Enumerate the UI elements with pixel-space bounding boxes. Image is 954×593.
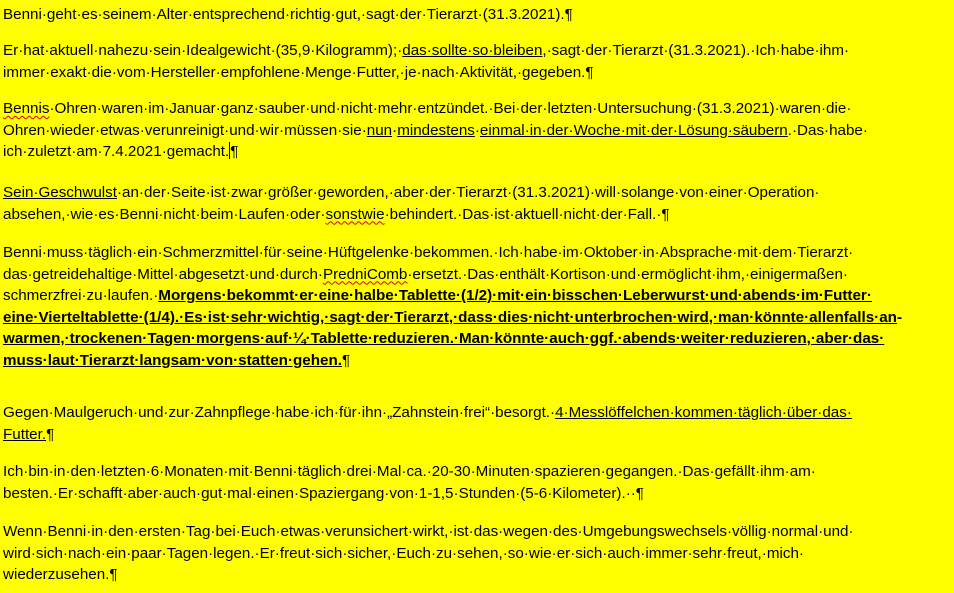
- text-run: Gegen·Maulgeruch·und·zur·Zahnpflege·habe·ich·für·ihn·„Zahnstein·frei“·besorgt.·: [3, 404, 556, 421]
- bold-underlined-text: muss·laut·Tierarzt·langsam·von·statten·gehen.: [3, 351, 342, 369]
- underlined-text: nun: [366, 121, 393, 139]
- paragraph-3[interactable]: [3, 98, 952, 163]
- paragraph-4[interactable]: [3, 182, 952, 225]
- text-run: ·: [474, 121, 480, 139]
- text-run: .·Das·habe·: [787, 121, 868, 139]
- hyphen: -: [896, 308, 903, 326]
- text-line: [3, 141, 952, 163]
- text-line: [3, 264, 952, 286]
- text-run: Er·hat·aktuell·nahezu·sein·Idealgewicht·(35,9·Kilogramm);·: [3, 42, 403, 59]
- text-line: [3, 120, 952, 142]
- text-line: besten.·Er·schafft·aber·auch·gut·mal·einen·Spaziergang·von·1-1,5·Stunden·(5-6·Kilometer).··¶: [3, 484, 644, 502]
- text-line: immer·exakt·die·vom·Hersteller·empfohlene·Menge·Futter,·je·nach·Aktivität,·gegeben.¶: [3, 63, 594, 81]
- text-run: ,·sagt·der·Tierarzt·(31.3.2021).·Ich·habe·ihm·: [542, 42, 850, 59]
- underlined-text: 4·Messlöffelchen·kommen·täglich·über·das·: [555, 404, 852, 421]
- underlined-text: Futter.: [3, 425, 47, 443]
- text-run: Ohren·wieder·etwas·verunreinigt·und·wir·müssen·sie·: [3, 121, 367, 139]
- underlined-text: mindestens: [397, 121, 475, 139]
- paragraph-7[interactable]: [3, 461, 952, 504]
- paragraph-1[interactable]: [3, 4, 952, 26]
- paragraph-8[interactable]: [3, 521, 952, 586]
- paragraph-mark: ¶: [46, 425, 55, 443]
- bold-underlined-text: warmen,·trockenen·Tagen·morgens·auf·¼·Tablette·reduzieren.·Man·könnte·auch·ggf.·abends·weiter·reduzieren,·aber·das·: [3, 330, 885, 347]
- text-line: Benni·geht·es·seinem·Alter·entsprechend·richtig·gut,·sagt·der·Tierarzt·(31.3.2021).¶: [3, 6, 573, 23]
- text-run: ·Ohren·waren·im·Januar·ganz·sauber·und·nicht·mehr·entzündet.·Bei·der·letzten·Untersuchung·(31.3.2021)·waren·die·: [49, 100, 852, 117]
- text-run: ·an·der·Seite·ist·zwar·größer·geworden,·aber·der·Tierarzt·(31.3.2021)·will·solange·von·einer·Operation·: [116, 184, 820, 201]
- underlined-text: das·sollte·so·bleiben: [402, 42, 543, 59]
- paragraph-mark: ¶: [341, 351, 351, 369]
- text-run: schmerzfrei·zu·laufen.·: [3, 287, 159, 304]
- text-line: Wenn·Benni·in·den·ersten·Tag·bei·Euch·etwas·verunsichert·wirkt,·ist·das·wegen·des·Umgebungswechsels·völlig·normal·und·: [3, 523, 854, 540]
- text-line: wird·sich·nach·ein·paar·Tagen·legen.·Er·freut·sich·sicher,·Euch·zu·sehen,·so·wie·er·sich·auch·immer·sehr·freut,·mich·: [3, 544, 804, 562]
- text-line: [3, 285, 952, 307]
- text-line: wiederzusehen.¶: [3, 566, 118, 583]
- text-run: das·getreidehaltige·Mittel·abgesetzt·und·durch·: [3, 265, 323, 283]
- spellcheck-flagged-word: sonstwie: [325, 205, 385, 223]
- text-line: [3, 40, 952, 62]
- paragraph-mark: ¶: [230, 143, 239, 160]
- text-line: [3, 307, 952, 329]
- text-run: ·ersetzt.·Das·enthält·Kortison·und·ermöglicht·ihm,·einigermaßen·: [407, 265, 848, 283]
- spellcheck-flagged-word: Bennis: [3, 100, 50, 117]
- text-run: ich·zuletzt·am·7.4.2021·gemacht.: [3, 143, 230, 160]
- bold-underlined-text: Morgens·bekommt·er·eine·halbe·Tablette·(1/2)·mit·ein·bisschen·Leberwurst·und·abends·im·Futter·: [158, 287, 872, 304]
- paragraph-5[interactable]: [3, 242, 952, 371]
- paragraph-2[interactable]: [3, 40, 952, 83]
- text-line: [3, 204, 952, 226]
- spellcheck-flagged-word: PredniComb: [322, 265, 408, 283]
- paragraph-6[interactable]: [3, 402, 952, 445]
- underlined-text: einmal·in·der·Woche·mit·der·Lösung·säubern: [479, 121, 788, 139]
- bold-underlined-text: eine·Vierteltablette·(1/4).·Es·ist·sehr·wichtig,·sagt·der·Tierarzt,·dass·dies·nicht·unterbrochen·wird,·man·könnte·allenfalls·an: [3, 308, 897, 326]
- text-run: ·behindert.·Das·ist·aktuell·nicht·der·Fall.·¶: [384, 205, 670, 223]
- text-line: Ich·bin·in·den·letzten·6·Monaten·mit·Benni·täglich·drei·Mal·ca.·20-30·Minuten·spazieren·gegangen.·Das·gefällt·ihm·am·: [3, 463, 816, 480]
- text-run: ·: [392, 121, 398, 139]
- text-line: [3, 350, 952, 372]
- text-run: absehen,·wie·es·Benni·nicht·beim·Laufen·oder·: [3, 205, 326, 223]
- text-line: [3, 182, 952, 204]
- text-line: [3, 424, 952, 446]
- text-line: Benni·muss·täglich·ein·Schmerzmittel·für·seine·Hüftgelenke·bekommen.·Ich·habe·im·Oktober·in·Absprache·mit·dem·Tierarzt·: [3, 244, 854, 261]
- text-line: [3, 328, 952, 350]
- text-line: [3, 402, 952, 424]
- underlined-text: Sein·Geschwulst: [3, 184, 117, 201]
- text-line: [3, 98, 952, 120]
